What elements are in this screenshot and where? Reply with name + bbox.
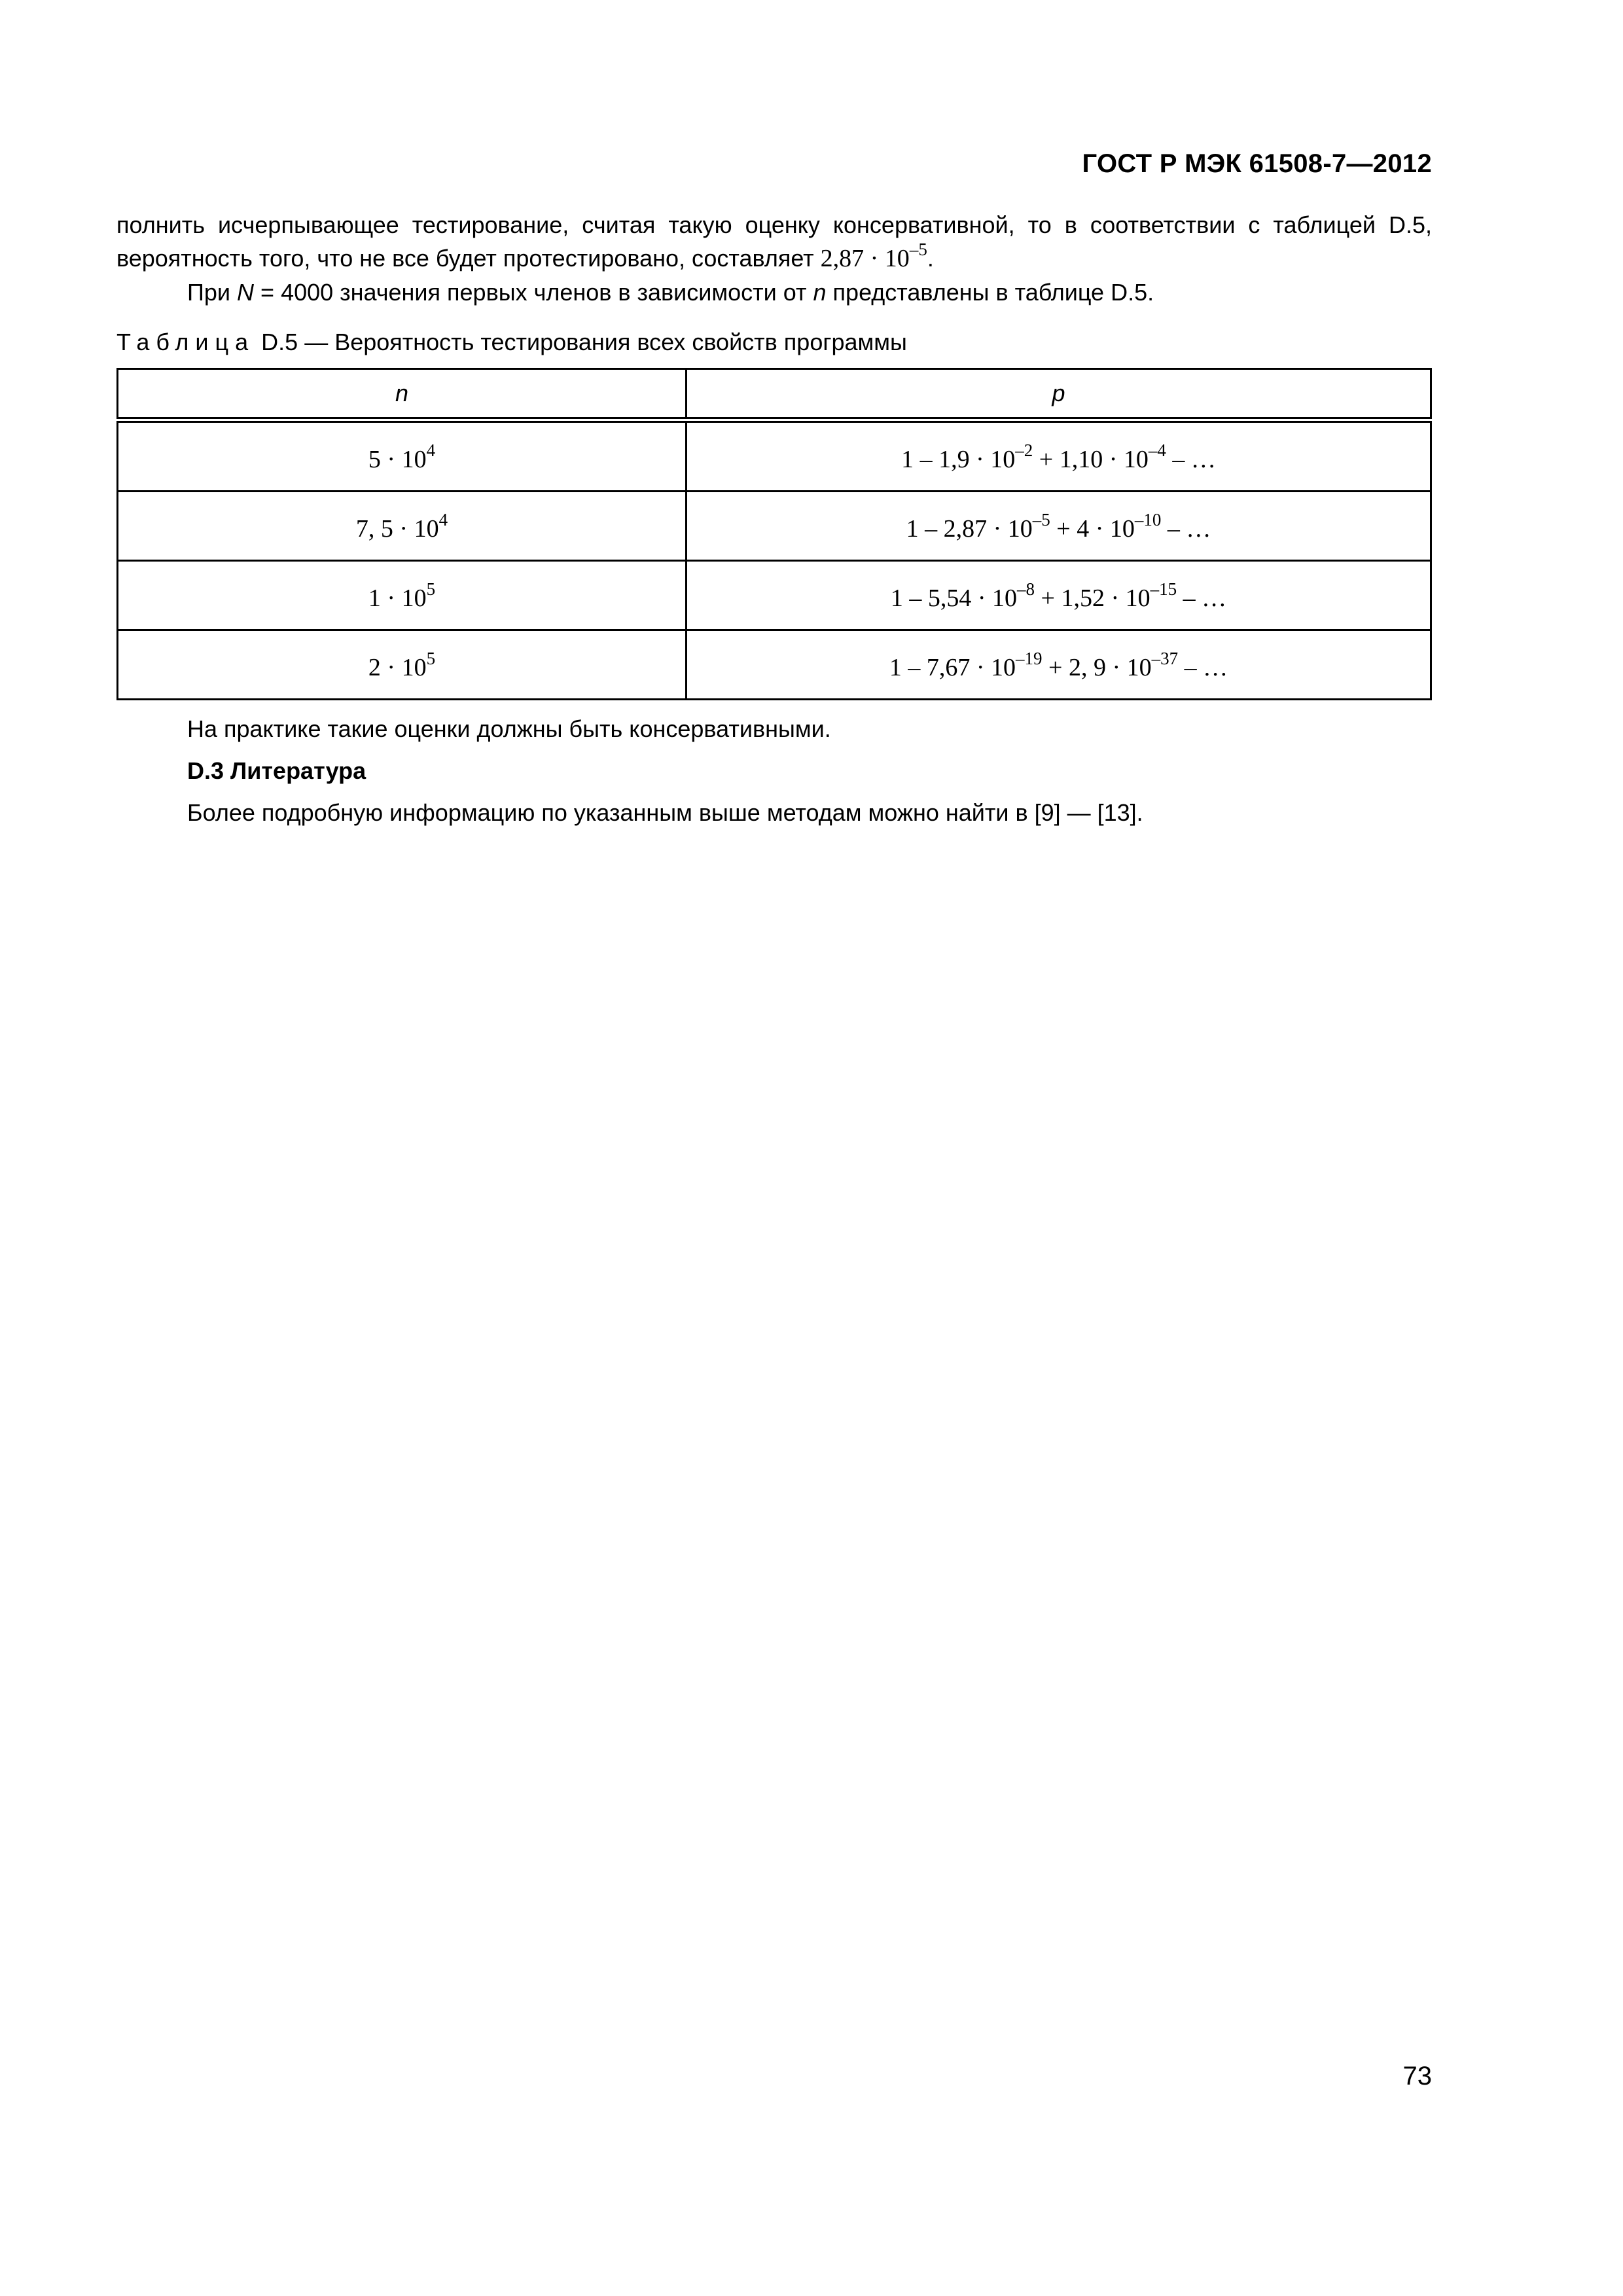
p-exponent-2: –37 <box>1151 648 1179 668</box>
cell-p <box>687 492 1431 561</box>
variable-N: N <box>237 279 255 306</box>
probability-exponent: –5 <box>909 240 927 259</box>
p-exponent-2: –4 <box>1148 440 1166 460</box>
intro-line-3-a: При <box>187 279 231 306</box>
n-exponent: 4 <box>438 509 448 529</box>
intro-line-2-text: вероятность того, что не все будет протестировано, составляет <box>116 245 814 272</box>
column-header-p: p <box>687 369 1431 420</box>
cell-p <box>687 420 1431 492</box>
conservative-note: На практике такие оценки должны быть консервативными. <box>187 715 831 742</box>
n-base: 5 · 10 <box>368 445 427 473</box>
table-caption <box>116 329 907 356</box>
probability-value <box>820 240 927 272</box>
n-base: 2 · 10 <box>368 653 427 681</box>
p-term-2: + 2, 9 · 10 <box>1042 653 1152 681</box>
n-base: 7, 5 · 10 <box>355 514 439 543</box>
p-term-3: – … <box>1166 445 1216 473</box>
p-term-1: 1 – 1,9 · 10 <box>901 445 1016 473</box>
p-term-2: + 4 · 10 <box>1050 514 1135 543</box>
n-exponent: 5 <box>426 579 436 599</box>
intro-line-2-end: . <box>927 245 934 272</box>
p-term-3: – … <box>1178 653 1228 681</box>
cell-n <box>118 420 687 492</box>
p-term-1: 1 – 5,54 · 10 <box>890 584 1018 612</box>
references-paragraph: Более подробную информацию по указанным выше методам можно найти в [9] — [13]. <box>187 799 1143 826</box>
table-row <box>118 492 1431 561</box>
p-term-3: – … <box>1177 584 1227 612</box>
column-header-n: n <box>118 369 687 420</box>
p-term-3: – … <box>1161 514 1211 543</box>
p-exponent-1: –2 <box>1015 440 1033 460</box>
cell-p <box>687 630 1431 700</box>
table-caption-label: Таблица <box>116 329 255 355</box>
n-exponent: 5 <box>426 648 436 668</box>
intro-line-3-c: представлены в таблице D.5. <box>832 279 1154 306</box>
p-term-2: + 1,10 · 10 <box>1033 445 1149 473</box>
p-term-1: 1 – 7,67 · 10 <box>889 653 1016 681</box>
table-row <box>118 420 1431 492</box>
intro-line-2 <box>116 242 1432 276</box>
cell-n <box>118 630 687 700</box>
intro-text <box>116 208 1432 309</box>
p-exponent-2: –10 <box>1134 509 1162 529</box>
intro-line-1: полнить исчерпывающее тестирование, считая такую оценку консервативной, то в соответствии с таблицей D.5, <box>116 211 1432 238</box>
n-base: 1 · 10 <box>368 584 427 612</box>
after-table-text <box>187 708 1143 834</box>
section-heading: D.3 Литература <box>187 757 366 784</box>
table-header-row <box>118 369 1431 420</box>
p-exponent-1: –5 <box>1032 509 1050 529</box>
document-code: ГОСТ Р МЭК 61508-7—2012 <box>1082 149 1432 178</box>
probability-base: 2,87 · 10 <box>820 245 910 272</box>
p-term-2: + 1,52 · 10 <box>1035 584 1150 612</box>
p-exponent-1: –8 <box>1017 579 1035 599</box>
intro-line-3 <box>116 276 1432 309</box>
table-row <box>118 630 1431 700</box>
page-number: 73 <box>1402 2062 1432 2090</box>
table-row <box>118 561 1431 630</box>
p-term-1: 1 – 2,87 · 10 <box>906 514 1033 543</box>
variable-n: n <box>813 279 827 306</box>
cell-n <box>118 561 687 630</box>
probability-table <box>116 368 1432 700</box>
intro-line-3-b: = 4000 значения первых членов в зависимости от <box>260 279 807 306</box>
p-exponent-1: –19 <box>1016 648 1043 668</box>
cell-n <box>118 492 687 561</box>
cell-p <box>687 561 1431 630</box>
n-exponent: 4 <box>426 440 436 460</box>
p-exponent-2: –15 <box>1150 579 1177 599</box>
table-caption-text: D.5 — Вероятность тестирования всех свойств программы <box>261 329 907 355</box>
